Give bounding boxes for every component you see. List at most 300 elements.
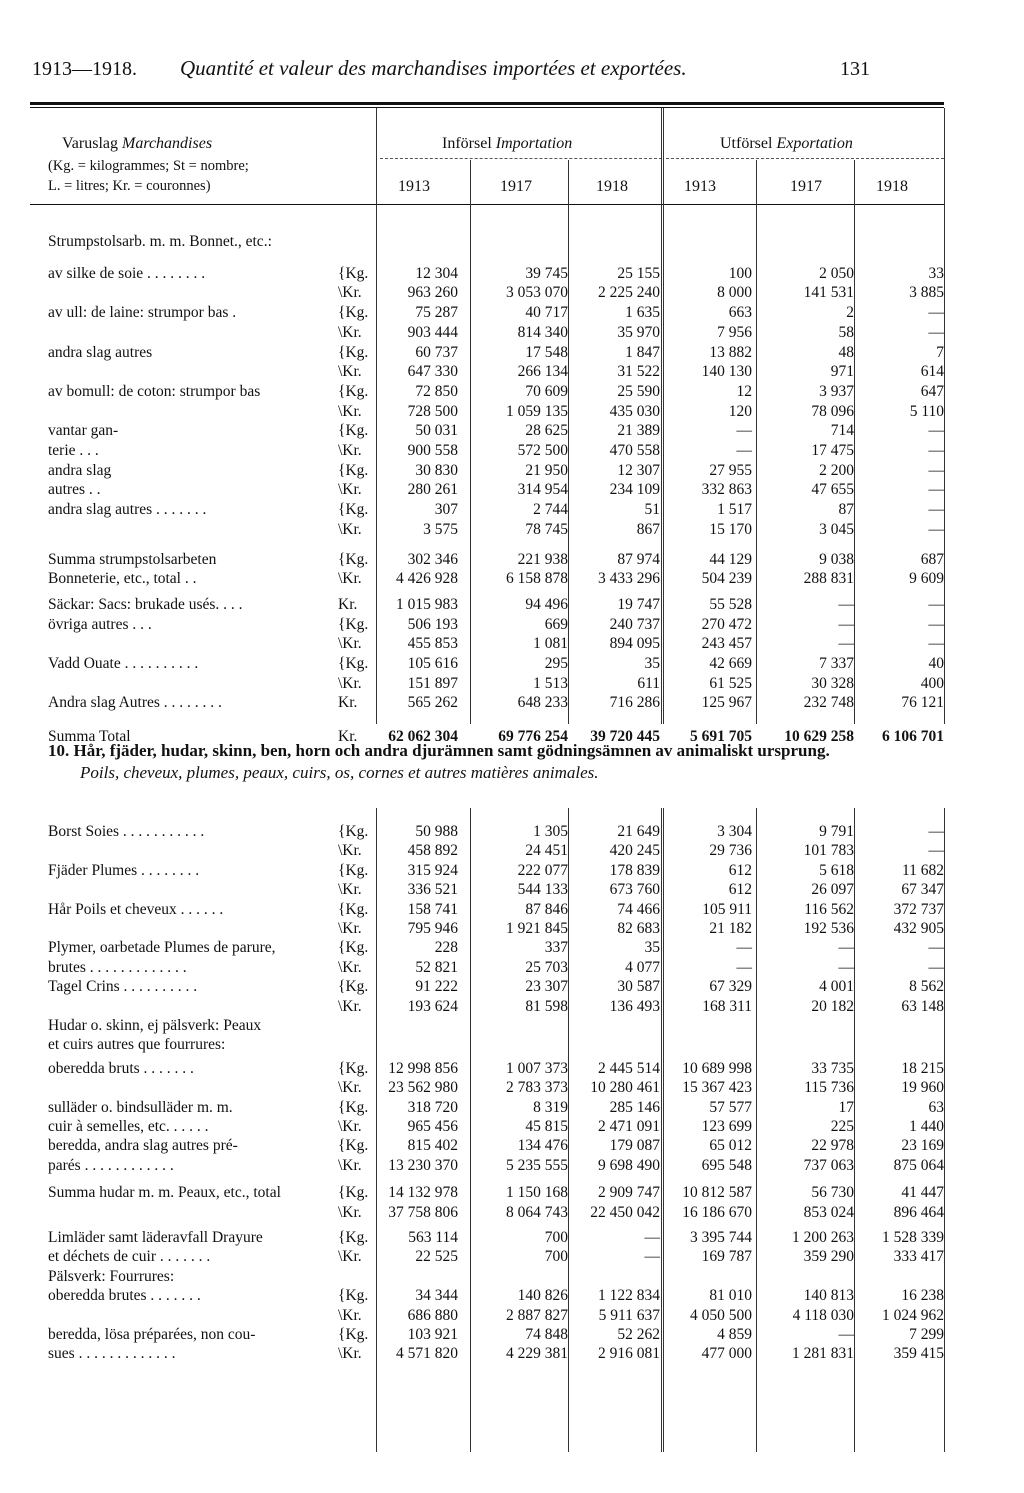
year-head-2: 1917 — [500, 178, 532, 195]
row-value: 2 887 827 — [506, 1306, 568, 1324]
table-row — [0, 550, 1024, 570]
row-value: 125 967 — [701, 694, 752, 712]
row-value: 3 937 — [819, 382, 854, 400]
row-label: av ull: de laine: strumpor bas . — [48, 304, 237, 322]
row-value: 2 445 514 — [598, 1059, 660, 1077]
row-value: 295 — [544, 655, 568, 672]
row-value: — — [928, 635, 944, 653]
row-value: 400 — [920, 674, 944, 692]
row-value: 24 451 — [525, 842, 568, 860]
row-value: 225 — [830, 1118, 854, 1135]
row-label: sulläder o. bindsulläder m. m. — [48, 1098, 233, 1116]
row-value: 35 970 — [617, 323, 660, 341]
row-unit: \Kr. — [338, 402, 362, 420]
row-value: 10 689 998 — [682, 1059, 752, 1077]
table-row — [0, 841, 1024, 861]
row-unit: {Kg. — [338, 1098, 369, 1116]
row-value: 716 286 — [609, 694, 660, 712]
row-value: 20 182 — [811, 997, 854, 1015]
row-value: 420 245 — [609, 842, 660, 860]
row-unit: {Kg. — [338, 1184, 369, 1202]
row-unit: {Kg. — [338, 978, 369, 996]
row-value: 23 307 — [525, 978, 568, 996]
row-value: 2 783 373 — [506, 1079, 568, 1097]
row-unit: {Kg. — [338, 1287, 369, 1305]
row-value: 4 001 — [819, 978, 854, 996]
row-value: 65 012 — [709, 1137, 752, 1155]
row-label: Vadd Ouate . . . . . . . . . . — [48, 655, 199, 672]
row-value: 12 — [736, 382, 752, 400]
row-value: 2 050 — [819, 264, 854, 282]
row-value: 867 — [636, 520, 660, 538]
row-unit: \Kr. — [338, 323, 362, 341]
table-row — [0, 919, 1024, 939]
row-unit: {Kg. — [338, 939, 369, 957]
row-value: 971 — [830, 363, 854, 381]
table-row — [0, 323, 1024, 343]
table-row — [0, 693, 1024, 713]
row-value: 611 — [637, 674, 660, 692]
row-unit: Kr. — [338, 694, 358, 712]
table-row — [0, 283, 1024, 303]
top-rule — [30, 102, 944, 105]
row-value: 178 839 — [609, 861, 660, 879]
row-value: 903 444 — [407, 323, 458, 341]
row-value: 100 — [728, 264, 752, 282]
row-value: 168 311 — [702, 997, 752, 1015]
row-value: 61 525 — [709, 674, 752, 692]
row-value: 30 587 — [617, 978, 660, 996]
row-value: 31 522 — [617, 363, 660, 381]
row-value: 55 528 — [709, 595, 752, 613]
table-row — [0, 900, 1024, 920]
row-label: Summa strumpstolsarbeten — [48, 550, 217, 568]
row-unit: \Kr. — [338, 1306, 362, 1324]
col-label-units-1: (Kg. = kilogrammes; St = nombre; — [48, 158, 249, 174]
row-value: 56 730 — [811, 1184, 854, 1202]
row-unit: \Kr. — [338, 1345, 362, 1363]
table-row — [0, 615, 1024, 635]
row-value: 455 853 — [407, 635, 458, 653]
row-value: 134 476 — [517, 1137, 568, 1155]
row-value: 15 170 — [709, 520, 752, 538]
row-value: 12 998 856 — [388, 1059, 458, 1077]
row-value: 94 496 — [525, 595, 568, 613]
row-value: 1 122 834 — [598, 1287, 660, 1305]
row-value: 33 — [928, 264, 944, 282]
row-value: 647 — [920, 382, 944, 400]
row-unit: \Kr. — [338, 570, 362, 588]
row-value: 16 238 — [901, 1287, 944, 1305]
row-value: 101 783 — [803, 842, 854, 860]
row-value: 302 346 — [407, 550, 458, 568]
row-value: 2 744 — [533, 501, 568, 519]
row-label: autres . . — [48, 481, 101, 499]
row-value: 900 558 — [407, 442, 458, 459]
row-value: 140 826 — [517, 1287, 568, 1305]
page-number: 131 — [840, 58, 870, 80]
row-value: 34 344 — [415, 1287, 458, 1305]
table-row — [0, 441, 1024, 461]
row-value: 151 897 — [407, 674, 458, 692]
row-value: 477 000 — [701, 1345, 752, 1363]
row-value: — — [838, 635, 854, 653]
row-value: 563 114 — [408, 1229, 458, 1246]
row-value: 76 121 — [901, 694, 944, 712]
row-value: — — [928, 520, 944, 538]
row-unit: \Kr. — [338, 284, 362, 302]
row-label: Pälsverk: Fourrures: — [48, 1267, 175, 1285]
row-value: 47 655 — [811, 481, 854, 499]
row-unit: {Kg. — [338, 615, 369, 633]
row-value: 116 562 — [804, 900, 854, 918]
row-value: 13 882 — [709, 343, 752, 361]
row-value: 337 — [544, 939, 568, 957]
row-value: 3 575 — [423, 520, 458, 538]
row-value: 19 960 — [901, 1079, 944, 1097]
row-value: — — [928, 461, 944, 479]
row-unit: \Kr. — [338, 997, 362, 1015]
row-value: 12 307 — [617, 461, 660, 479]
row-value: 228 — [434, 939, 458, 957]
row-value: 10 280 461 — [590, 1079, 660, 1097]
header-title: Quantité et valeur des marchandises importées et exportées. — [180, 56, 687, 80]
row-value: 896 464 — [893, 1203, 944, 1221]
row-value: 63 — [928, 1098, 944, 1116]
row-value: 103 921 — [407, 1326, 458, 1343]
row-value: 9 791 — [819, 823, 854, 840]
row-value: 70 609 — [525, 382, 568, 400]
export-header: Utförsel Exportation — [720, 135, 853, 152]
row-value: 1 528 339 — [882, 1229, 944, 1246]
row-value: 35 — [644, 939, 660, 957]
row-value: 4 118 030 — [792, 1306, 854, 1324]
table-row — [0, 264, 1024, 284]
row-unit: {Kg. — [338, 304, 369, 322]
row-value: 1 440 — [909, 1118, 944, 1135]
row-value: 57 577 — [709, 1098, 752, 1116]
row-value: 2 909 747 — [598, 1184, 660, 1202]
row-label: parés . . . . . . . . . . . . — [48, 1156, 174, 1174]
row-value: 11 682 — [901, 861, 944, 879]
row-value: 123 699 — [701, 1118, 752, 1135]
row-value: — — [928, 501, 944, 519]
row-label: Hudar o. skinn, ej pälsverk: Peaux — [48, 1017, 262, 1034]
row-value: 1 921 845 — [506, 920, 568, 937]
row-value: 17 — [838, 1098, 854, 1116]
table-row — [0, 461, 1024, 481]
year-head-3: 1918 — [596, 178, 628, 195]
row-value: 1 059 135 — [506, 402, 568, 420]
row-value: 795 946 — [407, 920, 458, 937]
year-head-5: 1917 — [790, 178, 822, 195]
row-value: 41 447 — [901, 1184, 944, 1202]
row-unit: {Kg. — [338, 501, 369, 519]
row-value: 3 045 — [819, 520, 854, 538]
row-value: 40 717 — [525, 304, 568, 322]
row-value: 1 007 373 — [506, 1059, 568, 1077]
row-value: 10 629 258 — [784, 728, 854, 746]
row-value: 714 — [830, 422, 854, 440]
table-row — [0, 343, 1024, 363]
table-row — [0, 1183, 1024, 1203]
row-value: 700 — [544, 1229, 568, 1246]
row-value: 7 956 — [717, 323, 752, 341]
row-unit: Kr. — [338, 728, 358, 746]
row-value: 75 287 — [415, 304, 458, 322]
table-row — [0, 1228, 1024, 1248]
row-value: 78 096 — [811, 402, 854, 420]
row-label: Hår Poils et cheveux . . . . . . — [48, 900, 224, 918]
row-value: 120 — [728, 402, 752, 420]
row-value: — — [928, 422, 944, 440]
row-label: terie . . . — [48, 442, 99, 459]
row-value: 2 200 — [819, 461, 854, 479]
row-value: 21 389 — [617, 422, 660, 440]
row-value: 30 830 — [415, 461, 458, 479]
row-value: 663 — [728, 304, 752, 322]
row-value: 30 328 — [811, 674, 854, 692]
row-value: 314 954 — [517, 481, 568, 499]
header-bottom-rule — [30, 204, 944, 205]
row-unit: \Kr. — [338, 1203, 362, 1221]
row-value: 63 148 — [901, 997, 944, 1015]
row-unit: {Kg. — [338, 1059, 369, 1077]
row-value: — — [928, 939, 944, 957]
year-head-4: 1913 — [684, 178, 716, 195]
row-value: 359 290 — [803, 1248, 854, 1266]
row-value: 544 133 — [517, 881, 568, 899]
row-value: 87 974 — [617, 550, 660, 568]
row-value: 7 299 — [909, 1326, 944, 1343]
row-value: 81 010 — [709, 1287, 752, 1305]
row-label: Plymer, oarbetade Plumes de parure, — [48, 939, 276, 957]
row-value: 105 911 — [702, 900, 752, 918]
row-unit: \Kr. — [338, 442, 362, 459]
row-value: 6 158 878 — [506, 570, 568, 588]
row-value: 13 230 370 — [388, 1156, 458, 1174]
row-value: — — [928, 442, 944, 459]
row-unit: \Kr. — [338, 481, 362, 499]
row-value: 69 776 254 — [498, 728, 568, 746]
row-value: 266 134 — [517, 363, 568, 381]
row-value: 4 859 — [717, 1326, 752, 1343]
table-row — [0, 402, 1024, 422]
row-label: Tagel Crins . . . . . . . . . . — [48, 978, 198, 996]
row-value: 1 081 — [533, 635, 568, 653]
row-value: 87 846 — [525, 900, 568, 918]
row-value: 8 064 743 — [506, 1203, 568, 1221]
table-row — [0, 1286, 1024, 1306]
row-unit: \Kr. — [338, 881, 362, 899]
row-value: 193 624 — [407, 997, 458, 1015]
row-unit: {Kg. — [338, 343, 369, 361]
row-value: 1 015 983 — [396, 595, 458, 613]
row-value: 565 262 — [407, 694, 458, 712]
row-value: 91 222 — [415, 978, 458, 996]
row-label: Säckar: Sacs: brukade usés. . . . — [48, 595, 243, 613]
table-row — [0, 480, 1024, 500]
row-value: 894 095 — [609, 635, 660, 653]
table-row — [0, 1306, 1024, 1326]
row-value: 673 760 — [609, 881, 660, 899]
row-value: — — [928, 304, 944, 322]
row-value: 814 340 — [517, 323, 568, 341]
row-value: 141 531 — [803, 284, 854, 302]
row-value: 1 847 — [625, 343, 660, 361]
row-label: Borst Soies . . . . . . . . . . . — [48, 823, 205, 840]
row-value: 50 988 — [415, 823, 458, 840]
row-label: andra slag — [48, 461, 112, 479]
row-label: beredda, andra slag autres pré- — [48, 1137, 238, 1155]
row-unit: \Kr. — [338, 1118, 362, 1135]
row-value: 48 — [838, 343, 854, 361]
row-value: 16 186 670 — [682, 1203, 752, 1221]
row-value: 67 329 — [709, 978, 752, 996]
row-value: 27 955 — [709, 461, 752, 479]
table-row — [0, 520, 1024, 540]
row-value: 1 150 168 — [506, 1184, 568, 1202]
row-unit: \Kr. — [338, 1248, 362, 1266]
row-label: oberedda bruts . . . . . . . — [48, 1059, 194, 1077]
row-unit: {Kg. — [338, 655, 369, 672]
table-row — [0, 654, 1024, 674]
row-value: 78 745 — [525, 520, 568, 538]
row-value: 15 367 423 — [682, 1079, 752, 1097]
row-value: 614 — [920, 363, 944, 381]
row-value: 39 720 445 — [590, 728, 660, 746]
row-value: 6 106 701 — [882, 728, 944, 746]
row-unit: {Kg. — [338, 422, 369, 440]
row-value: 1 281 831 — [792, 1345, 854, 1363]
row-value: 19 747 — [617, 595, 660, 613]
row-value: 158 741 — [407, 900, 458, 918]
row-value: 72 850 — [415, 382, 458, 400]
row-value: 62 062 304 — [388, 728, 458, 746]
row-value: 44 129 — [709, 550, 752, 568]
row-value: — — [928, 481, 944, 499]
row-label: brutes . . . . . . . . . . . . . — [48, 958, 187, 976]
row-label: sues . . . . . . . . . . . . . — [48, 1345, 176, 1363]
table-row — [0, 958, 1024, 978]
row-value: 14 132 978 — [388, 1184, 458, 1202]
row-label: Summa Total — [48, 728, 131, 746]
row-unit: {Kg. — [338, 382, 369, 400]
row-value: 7 — [936, 343, 944, 361]
import-dash-rule — [380, 158, 662, 159]
row-value: 432 905 — [893, 920, 944, 937]
table-row — [0, 1059, 1024, 1079]
row-value: 25 703 — [525, 958, 568, 976]
row-unit: {Kg. — [338, 823, 369, 840]
row-value: 1 517 — [717, 501, 752, 519]
row-unit: {Kg. — [338, 1326, 369, 1343]
table-row — [0, 1117, 1024, 1137]
row-value: 8 319 — [533, 1098, 568, 1116]
row-value: 40 — [928, 655, 944, 672]
row-value: — — [838, 1326, 854, 1343]
row-value: 39 745 — [525, 264, 568, 282]
row-value: 695 548 — [701, 1156, 752, 1174]
row-value: 270 472 — [701, 615, 752, 633]
row-value: 372 737 — [893, 900, 944, 918]
row-value: 179 087 — [609, 1137, 660, 1155]
row-value: 140 813 — [803, 1287, 854, 1305]
row-value: 21 182 — [709, 920, 752, 937]
row-value: 50 031 — [415, 422, 458, 440]
row-value: 3 304 — [717, 823, 752, 840]
row-value: 280 261 — [407, 481, 458, 499]
import-header: Införsel Importation — [442, 135, 573, 152]
row-value: 2 916 081 — [598, 1345, 660, 1363]
row-value: 285 146 — [609, 1098, 660, 1116]
row-value: 307 — [434, 501, 458, 519]
row-value: 240 737 — [609, 615, 660, 633]
row-value: 22 978 — [811, 1137, 854, 1155]
row-value: 333 417 — [893, 1248, 944, 1266]
row-value: 648 233 — [517, 694, 568, 712]
section-10-heading: 10. Hår, fjäder, hudar, skinn, ben, horn och andra djurämnen samt gödningsämnen av animaliskt ursprung. — [48, 741, 830, 760]
row-value: 728 500 — [407, 402, 458, 420]
row-value: — — [644, 1229, 660, 1246]
row-value: — — [838, 615, 854, 633]
row-value: 4 426 928 — [396, 570, 458, 588]
row-value: 29 736 — [709, 842, 752, 860]
row-value: 45 815 — [525, 1118, 568, 1135]
row-value: 815 402 — [407, 1137, 458, 1155]
row-value: — — [838, 939, 854, 957]
row-value: 51 — [644, 501, 660, 519]
table-row — [0, 1344, 1024, 1364]
table-row — [0, 1078, 1024, 1098]
row-value: 18 215 — [901, 1059, 944, 1077]
row-value: 470 558 — [609, 442, 660, 459]
row-value: — — [928, 842, 944, 860]
row-value: 2 — [846, 304, 854, 322]
row-value: 136 493 — [609, 997, 660, 1015]
row-value: 60 737 — [415, 343, 458, 361]
row-value: — — [928, 323, 944, 341]
row-value: 336 521 — [407, 881, 458, 899]
row-value: 669 — [544, 615, 568, 633]
row-value: — — [928, 823, 944, 840]
row-value: 3 053 070 — [506, 284, 568, 302]
row-value: 58 — [838, 323, 854, 341]
row-value: 25 590 — [617, 382, 660, 400]
row-value: 74 848 — [525, 1326, 568, 1343]
row-value: 192 536 — [803, 920, 854, 937]
row-value: 315 924 — [407, 861, 458, 879]
row-value: 9 609 — [909, 570, 944, 588]
row-value: 74 466 — [617, 900, 660, 918]
row-value: 25 155 — [617, 264, 660, 282]
row-label: Andra slag Autres . . . . . . . . — [48, 694, 222, 712]
row-label: andra slag autres — [48, 343, 153, 361]
row-label: vantar gan- — [48, 422, 119, 440]
row-value: 21 950 — [525, 461, 568, 479]
row-value: 4 050 500 — [690, 1306, 752, 1324]
year-head-6: 1918 — [876, 178, 908, 195]
row-value: 42 669 — [709, 655, 752, 672]
row-value: 288 831 — [803, 570, 854, 588]
table-row — [0, 595, 1024, 615]
table-row — [0, 634, 1024, 654]
row-value: 687 — [920, 550, 944, 568]
table-row — [0, 500, 1024, 520]
row-value: — — [736, 958, 752, 976]
row-value: — — [928, 615, 944, 633]
row-unit: \Kr. — [338, 363, 362, 381]
